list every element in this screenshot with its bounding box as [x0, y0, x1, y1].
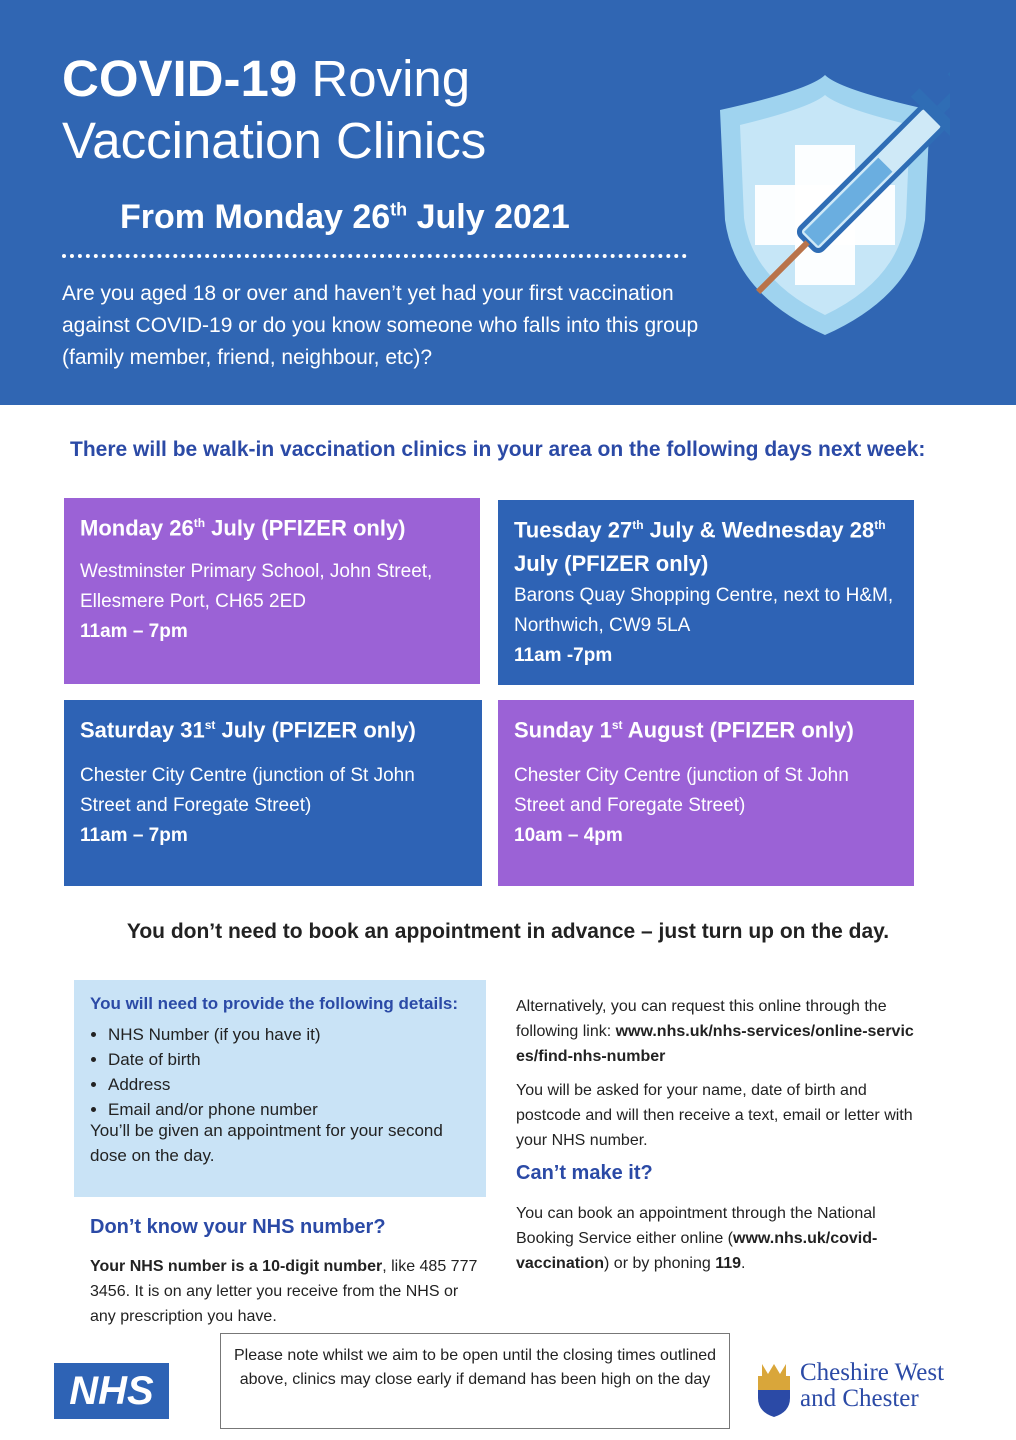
book-text: You can book an appointment through the National Booking Service either online (www.nhs.uk/covid-vaccination) or by phoning 119. — [516, 1205, 878, 1272]
page-title: COVID-19 Roving Vaccination Clinics — [62, 50, 487, 169]
clinic-card-saturday — [64, 700, 482, 886]
start-date: From Monday 26th July 2021 — [120, 198, 570, 236]
clinic-address: Barons Quay Shopping Centre, next to H&M, Northwich, CW9 5LA — [514, 585, 894, 637]
booking-link[interactable]: www.nhs.uk/covid-vaccination — [516, 1230, 878, 1272]
list-item: • NHS Number (if you have it) — [108, 1022, 321, 1047]
clinic-address: Chester City Centre (junction of St John Street and Foregate Street) — [80, 765, 415, 817]
clinic-card-sunday — [498, 700, 914, 886]
nhs-number-heading: Don’t know your NHS number? — [90, 1216, 386, 1238]
asked-text: You will be asked for your name, date of birth and postcode and will then receive a text, email or letter with your NHS number. — [516, 1082, 913, 1149]
clinic-card-tuesday-wednesday — [498, 500, 914, 685]
clinic-day: Saturday 31st July (PFIZER only) — [80, 717, 416, 743]
clinic-time: 11am – 7pm — [80, 825, 188, 847]
dotted-divider — [62, 254, 687, 258]
nhs-logo: NHS — [54, 1363, 169, 1419]
details-box — [74, 980, 486, 1197]
clinic-day: Sunday 1st August (PFIZER only) — [514, 717, 854, 743]
council-logo-text: Cheshire West and Chester — [800, 1359, 945, 1412]
shield-syringe-icon — [700, 70, 950, 340]
clinic-address: Westminster Primary School, John Street, Ellesmere Port, CH65 2ED — [80, 561, 433, 613]
second-dose-text: You’ll be given an appointment for your second dose on the day. — [90, 1121, 443, 1165]
clinic-time: 11am – 7pm — [80, 621, 188, 643]
clinic-day: Tuesday 27th July & Wednesday 28th July (PFIZER only) — [514, 517, 886, 577]
header-banner — [0, 0, 1016, 405]
walk-in-heading: There will be walk-in vaccination clinics in your area on the following days next week: — [70, 438, 926, 461]
no-booking-notice: You don’t need to book an appointment in advance – just turn up on the day. — [126, 920, 890, 943]
alternative-text: Alternatively, you can request this online through the following link: www.nhs.uk/nhs-services/online-services/find-nhs-number — [516, 998, 914, 1065]
intro-text: Are you aged 18 or over and haven’t yet had your first vaccination against COVID-19 or do you know someone who falls into this group (family member, friend, neighbour, etc)? — [62, 282, 699, 369]
list-item: • Date of birth — [108, 1047, 321, 1072]
list-item: • Address — [108, 1072, 321, 1097]
closing-note: Please note whilst we aim to be open until the closing times outlined above, clinics may close early if demand has been high on the day — [220, 1333, 730, 1429]
clinic-time: 10am – 4pm — [514, 825, 623, 847]
council-crest-icon — [756, 1362, 792, 1418]
details-title: You will need to provide the following details: — [90, 994, 459, 1013]
clinic-address: Chester City Centre (junction of St John Street and Foregate Street) — [514, 765, 849, 817]
details-list — [90, 1022, 321, 1122]
list-item: • Email and/or phone number — [108, 1097, 321, 1122]
phone-number: 119 — [715, 1255, 742, 1272]
cant-make-heading: Can’t make it? — [516, 1162, 653, 1184]
nhs-number-text: Your NHS number is a 10-digit number, like 485 777 3456. It is on any letter you receive from the NHS or any prescription you have. — [90, 1258, 478, 1325]
nhs-number-link[interactable]: www.nhs.uk/nhs-services/online-services/find-nhs-number — [516, 1023, 914, 1065]
clinic-time: 11am -7pm — [514, 645, 613, 667]
clinic-day: Monday 26th July (PFIZER only) — [80, 515, 406, 541]
clinic-card-monday — [64, 498, 480, 684]
